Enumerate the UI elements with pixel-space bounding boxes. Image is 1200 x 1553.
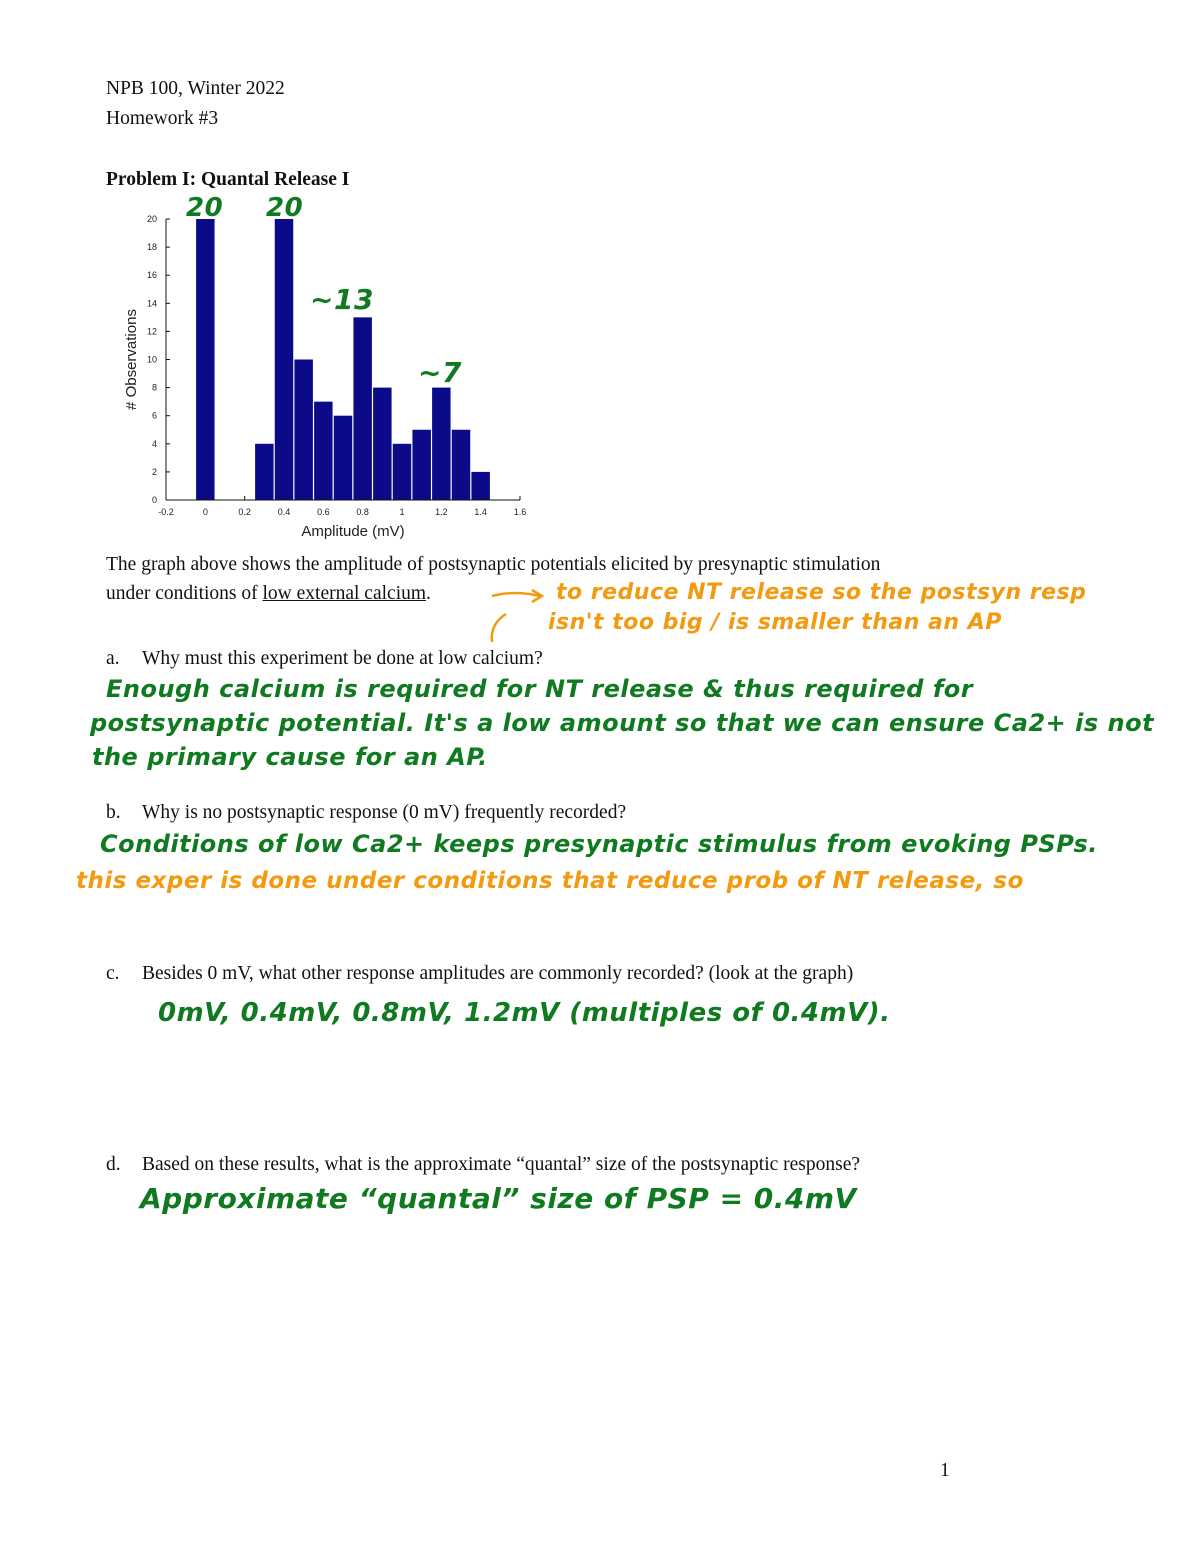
note-arrow-icon [484,584,554,646]
bar-annotation-0-8mv: ~13 [310,283,374,316]
course-header: NPB 100, Winter 2022 [106,78,285,99]
question-a [106,646,543,672]
problem-title: Problem I: Quantal Release I [106,169,350,190]
assignment-header: Homework #3 [106,108,219,129]
histogram-bar [432,388,450,500]
y-tick-label: 20 [146,214,157,224]
x-tick-label: 0.2 [238,507,251,517]
page-number: 1 [940,1460,950,1481]
histogram-bar [314,402,332,500]
histogram-bar [196,219,214,500]
y-tick-label: 14 [146,298,157,309]
question-b-text: Why is no postsynaptic response (0 mV) frequently recorded? [142,802,627,823]
answer-c-line-1: 0mV, 0.4mV, 0.8mV, 1.2mV (multiples of 0.4mV). [158,998,891,1028]
answer-d-line-1: Approximate “quantal” size of PSP = 0.4mV [140,1182,857,1215]
intro-line-2 [106,581,431,607]
x-tick-label: 0.8 [356,507,369,517]
bar-annotation-1-2mv: ~7 [418,356,462,389]
question-c-text: Besides 0 mV, what other response amplitudes are commonly recorded? (look at the graph) [142,963,854,984]
y-tick-label: 8 [151,382,157,393]
histogram-bar [452,430,470,500]
question-d-text: Based on these results, what is the approximate “quantal” size of the postsynaptic response? [142,1154,861,1175]
question-d [106,1152,860,1178]
x-tick-label: 0.6 [317,507,330,517]
intro-line-2-prefix: under conditions of [106,583,263,604]
question-c-letter: c. [106,963,120,984]
x-tick-label: 1.6 [513,507,527,517]
y-axis-label: # Observations [123,309,140,410]
answer-a-line-2: postsynaptic potential. It's a low amount so that we can ensure Ca2+ is not [90,709,1155,737]
x-tick-label: 1.2 [435,507,448,517]
histogram-bar [275,219,293,500]
y-tick-label: 16 [146,270,157,281]
x-tick-label: -0.2 [158,507,174,517]
y-tick-label: 6 [151,410,157,421]
x-tick-label: 0.4 [277,507,291,517]
x-tick-label: 1 [399,507,405,517]
histogram-bar [471,472,489,500]
question-a-text: Why must this experiment be done at low calcium? [142,648,543,669]
y-tick-label: 10 [146,354,157,365]
intro-line-2-suffix: . [426,583,431,604]
histogram-bar [412,430,430,500]
x-tick-label: 1.4 [474,507,487,517]
y-tick-label: 18 [146,242,157,253]
x-tick-label: 0 [202,507,208,517]
histogram-bar [255,444,273,500]
answer-b-note: this exper is done under conditions that reduce prob of NT release, so [76,868,1024,894]
x-axis-label: Amplitude (mV) [301,523,405,540]
intro-note-line-1: to reduce NT release so the postsyn resp [556,580,1087,605]
y-tick-label: 0 [151,495,157,505]
question-c [106,961,853,987]
bar-annotation-0mv: 20 [186,193,224,223]
answer-a-line-3: the primary cause for an AP. [92,743,488,771]
question-a-letter: a. [106,648,120,669]
intro-line-1: The graph above shows the amplitude of postsynaptic potentials elicited by presynaptic stimulation [106,554,881,575]
histogram-bar [334,416,352,500]
histogram-bar [294,360,312,501]
histogram-bar [393,444,411,500]
intro-underlined-phrase: low external calcium [262,583,427,604]
answer-a-line-1: Enough calcium is required for NT release & thus required for [106,675,974,703]
answer-b-line-1: Conditions of low Ca2+ keeps presynaptic stimulus from evoking PSPs. [100,830,1098,858]
y-tick-label: 2 [151,466,157,477]
histogram-bar [373,388,391,500]
amplitude-histogram [110,195,540,545]
bar-annotation-0-4mv: 20 [266,193,304,223]
question-b-letter: b. [106,802,121,823]
intro-note-line-2: isn't too big / is smaller than an AP [548,610,1002,635]
histogram-bar [353,317,371,500]
question-d-letter: d. [106,1154,121,1175]
question-b [106,800,626,826]
y-tick-label: 4 [151,438,157,449]
y-tick-label: 12 [146,326,157,337]
